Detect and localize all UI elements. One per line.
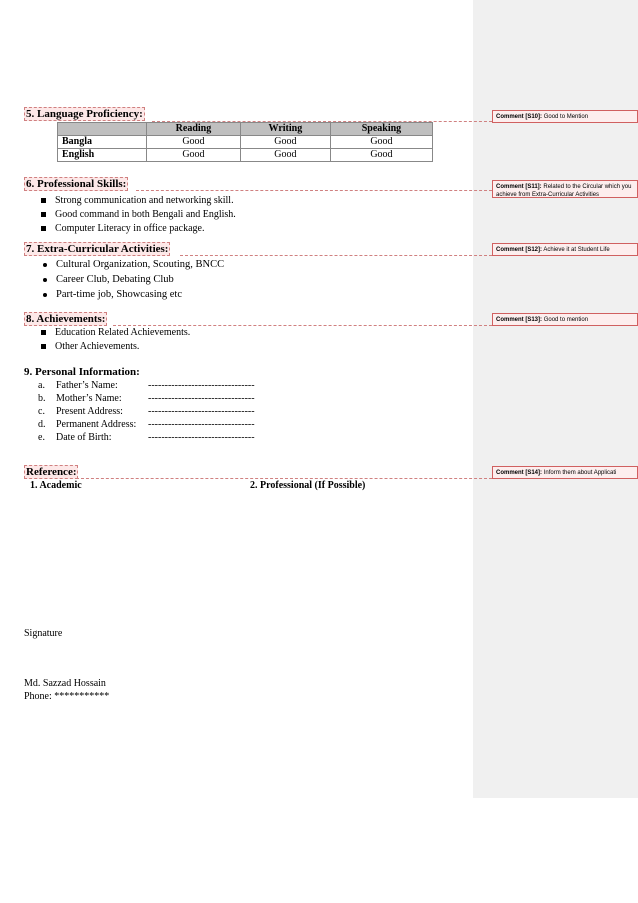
personal-item: c. Present Address: -------------------------------- <box>38 406 255 417</box>
signature-label: Signature <box>24 628 63 639</box>
language-table <box>57 122 433 162</box>
lang-speaking: Good <box>330 136 432 149</box>
personal-item: e. Date of Birth: -------------------------------- <box>38 432 255 443</box>
lang-writing: Good <box>240 136 330 149</box>
signature-phone: Phone: *********** <box>24 691 110 702</box>
lang-speaking: Good <box>330 149 432 162</box>
square-bullet-icon <box>41 198 46 203</box>
round-bullet-icon <box>43 293 47 297</box>
comment-s12[interactable]: Comment [S12]: Achieve it at Student Life <box>492 243 638 256</box>
signature-name: Md. Sazzad Hossain <box>24 678 106 689</box>
personal-item: d. Permanent Address: -------------------------------- <box>38 419 255 430</box>
lang-name: Bangla <box>58 136 147 149</box>
section-achievements-title: 8. Achievements: <box>26 313 106 325</box>
list-item: Good command in both Bengali and English. <box>41 209 236 220</box>
square-bullet-icon <box>41 330 46 335</box>
square-bullet-icon <box>41 212 46 217</box>
list-item: Part-time job, Showcasing etc <box>43 289 182 300</box>
list-item: Computer Literacy in office package. <box>41 223 204 234</box>
section-personal-title: 9. Personal Information: <box>24 366 140 378</box>
comment-leader-s13 <box>113 325 492 326</box>
lang-writing: Good <box>240 149 330 162</box>
list-item: Career Club, Debating Club <box>43 274 174 285</box>
comment-s14[interactable]: Comment [S14]: Inform them about Applicati <box>492 466 638 479</box>
list-item: Other Achievements. <box>41 341 139 352</box>
list-item: Strong communication and networking skill. <box>41 195 234 206</box>
comment-s11[interactable]: Comment [S11]: Related to the Circular which you achieve from Extra-Curricular Activities <box>492 180 638 198</box>
list-item: Cultural Organization, Scouting, BNCC <box>43 259 224 270</box>
round-bullet-icon <box>43 263 47 267</box>
comment-s10[interactable]: Comment [S10]: Good to Mention <box>492 110 638 123</box>
square-bullet-icon <box>41 226 46 231</box>
lang-name: English <box>58 149 147 162</box>
section-reference-title: Reference: <box>26 466 77 478</box>
comment-leader-s11 <box>136 190 492 191</box>
header-speaking: Speaking <box>330 123 432 136</box>
reference-academic: 1. Academic <box>30 480 82 491</box>
table-row <box>58 136 433 149</box>
section-skills-title: 6. Professional Skills: <box>26 178 127 190</box>
lang-reading: Good <box>147 149 241 162</box>
personal-item: a. Father’s Name: -------------------------------- <box>38 380 255 391</box>
square-bullet-icon <box>41 344 46 349</box>
comment-leader-s12 <box>180 255 492 256</box>
table-row <box>58 149 433 162</box>
header-writing: Writing <box>240 123 330 136</box>
comment-s13[interactable]: Comment [S13]: Good to mention <box>492 313 638 326</box>
round-bullet-icon <box>43 278 47 282</box>
comment-leader-s14 <box>76 478 492 479</box>
section-language-title: 5. Language Proficiency: <box>26 108 143 120</box>
lang-reading: Good <box>147 136 241 149</box>
header-blank <box>58 123 147 136</box>
header-reading: Reading <box>147 123 241 136</box>
section-extracurricular-title: 7. Extra-Curricular Activities: <box>26 243 169 255</box>
list-item: Education Related Achievements. <box>41 327 190 338</box>
language-table-header <box>58 123 433 136</box>
reference-professional: 2. Professional (If Possible) <box>250 480 366 491</box>
personal-item: b. Mother’s Name: -------------------------------- <box>38 393 255 404</box>
